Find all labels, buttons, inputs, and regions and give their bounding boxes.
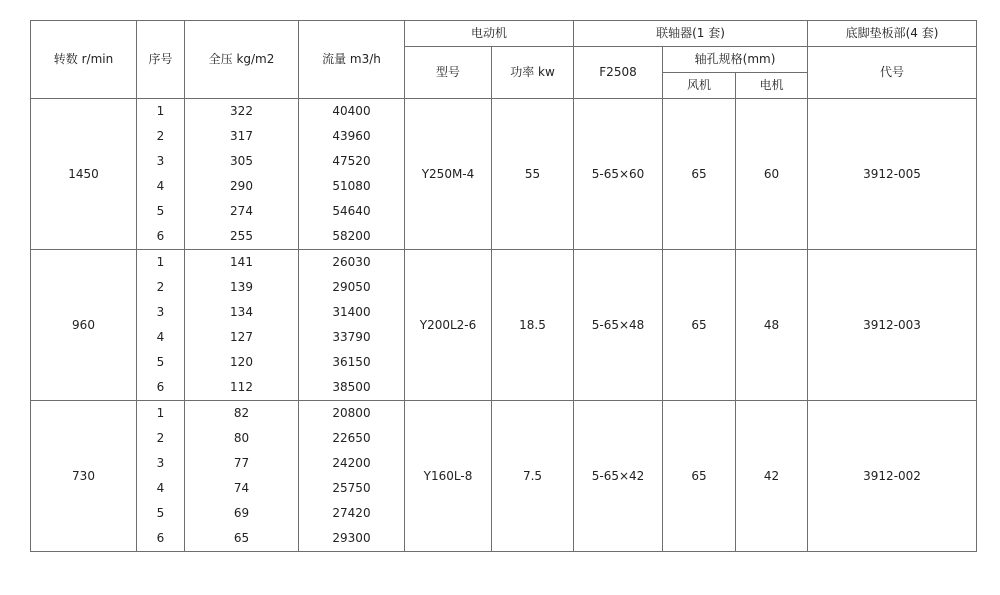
table-body [31,99,977,552]
cell-pressure: 127 [185,325,299,350]
cell-pressure: 65 [185,526,299,552]
cell-motor-model: Y250M-4 [405,99,492,250]
cell-flow: 31400 [299,300,405,325]
cell-seq: 6 [137,526,185,552]
header-bore-motor: 电机 [736,73,808,99]
cell-seq: 1 [137,99,185,125]
cell-bore-motor: 48 [736,250,808,401]
cell-pressure: 139 [185,275,299,300]
cell-base-code: 3912-003 [808,250,977,401]
cell-pressure: 134 [185,300,299,325]
cell-pressure: 69 [185,501,299,526]
header-bore-spec: 轴孔规格(mm) [663,47,808,73]
cell-speed: 1450 [31,99,137,250]
cell-pressure: 141 [185,250,299,276]
cell-pressure: 305 [185,149,299,174]
header-motor-model: 型号 [405,47,492,99]
cell-flow: 33790 [299,325,405,350]
cell-seq: 2 [137,426,185,451]
header-bore-fan: 风机 [663,73,736,99]
cell-pressure: 112 [185,375,299,401]
header-flow: 流量 m3/h [299,21,405,99]
cell-seq: 5 [137,501,185,526]
cell-seq: 1 [137,250,185,276]
cell-pressure: 120 [185,350,299,375]
cell-seq: 1 [137,401,185,427]
header-pressure: 全压 kg/m2 [185,21,299,99]
cell-seq: 6 [137,224,185,250]
fan-spec-table [30,20,977,552]
cell-flow: 54640 [299,199,405,224]
cell-motor-power: 7.5 [492,401,574,552]
table-row [31,250,977,276]
cell-seq: 5 [137,199,185,224]
cell-flow: 25750 [299,476,405,501]
cell-motor-model: Y160L-8 [405,401,492,552]
cell-flow: 29300 [299,526,405,552]
cell-seq: 4 [137,174,185,199]
table-row [31,99,977,125]
header-base: 底脚垫板部(4 套) [808,21,977,47]
cell-flow: 38500 [299,375,405,401]
cell-motor-power: 55 [492,99,574,250]
cell-base-code: 3912-002 [808,401,977,552]
cell-bore-fan: 65 [663,99,736,250]
cell-seq: 4 [137,325,185,350]
cell-bore-fan: 65 [663,250,736,401]
header-motor: 电动机 [405,21,574,47]
cell-seq: 6 [137,375,185,401]
cell-seq: 4 [137,476,185,501]
cell-speed: 730 [31,401,137,552]
cell-speed: 960 [31,250,137,401]
cell-motor-model: Y200L2-6 [405,250,492,401]
cell-pressure: 255 [185,224,299,250]
cell-flow: 20800 [299,401,405,427]
cell-flow: 47520 [299,149,405,174]
cell-pressure: 77 [185,451,299,476]
cell-bore-motor: 60 [736,99,808,250]
table-row [31,401,977,427]
cell-flow: 36150 [299,350,405,375]
cell-bore-fan: 65 [663,401,736,552]
cell-seq: 3 [137,300,185,325]
cell-coupling-model: 5-65×42 [574,401,663,552]
cell-flow: 51080 [299,174,405,199]
cell-flow: 58200 [299,224,405,250]
cell-pressure: 317 [185,124,299,149]
cell-bore-motor: 42 [736,401,808,552]
cell-flow: 43960 [299,124,405,149]
cell-pressure: 274 [185,199,299,224]
cell-flow: 29050 [299,275,405,300]
header-base-code: 代号 [808,47,977,99]
cell-flow: 27420 [299,501,405,526]
cell-seq: 2 [137,124,185,149]
cell-pressure: 74 [185,476,299,501]
cell-pressure: 322 [185,99,299,125]
header-coupling: 联轴器(1 套) [574,21,808,47]
cell-seq: 5 [137,350,185,375]
header-motor-power: 功率 kw [492,47,574,99]
cell-flow: 24200 [299,451,405,476]
cell-seq: 3 [137,149,185,174]
cell-flow: 26030 [299,250,405,276]
cell-pressure: 82 [185,401,299,427]
cell-base-code: 3912-005 [808,99,977,250]
cell-pressure: 80 [185,426,299,451]
cell-flow: 22650 [299,426,405,451]
cell-flow: 40400 [299,99,405,125]
cell-seq: 3 [137,451,185,476]
header-speed: 转数 r/min [31,21,137,99]
cell-motor-power: 18.5 [492,250,574,401]
cell-coupling-model: 5-65×60 [574,99,663,250]
header-coupling-model: F2508 [574,47,663,99]
header-seq: 序号 [137,21,185,99]
cell-coupling-model: 5-65×48 [574,250,663,401]
cell-pressure: 290 [185,174,299,199]
cell-seq: 2 [137,275,185,300]
